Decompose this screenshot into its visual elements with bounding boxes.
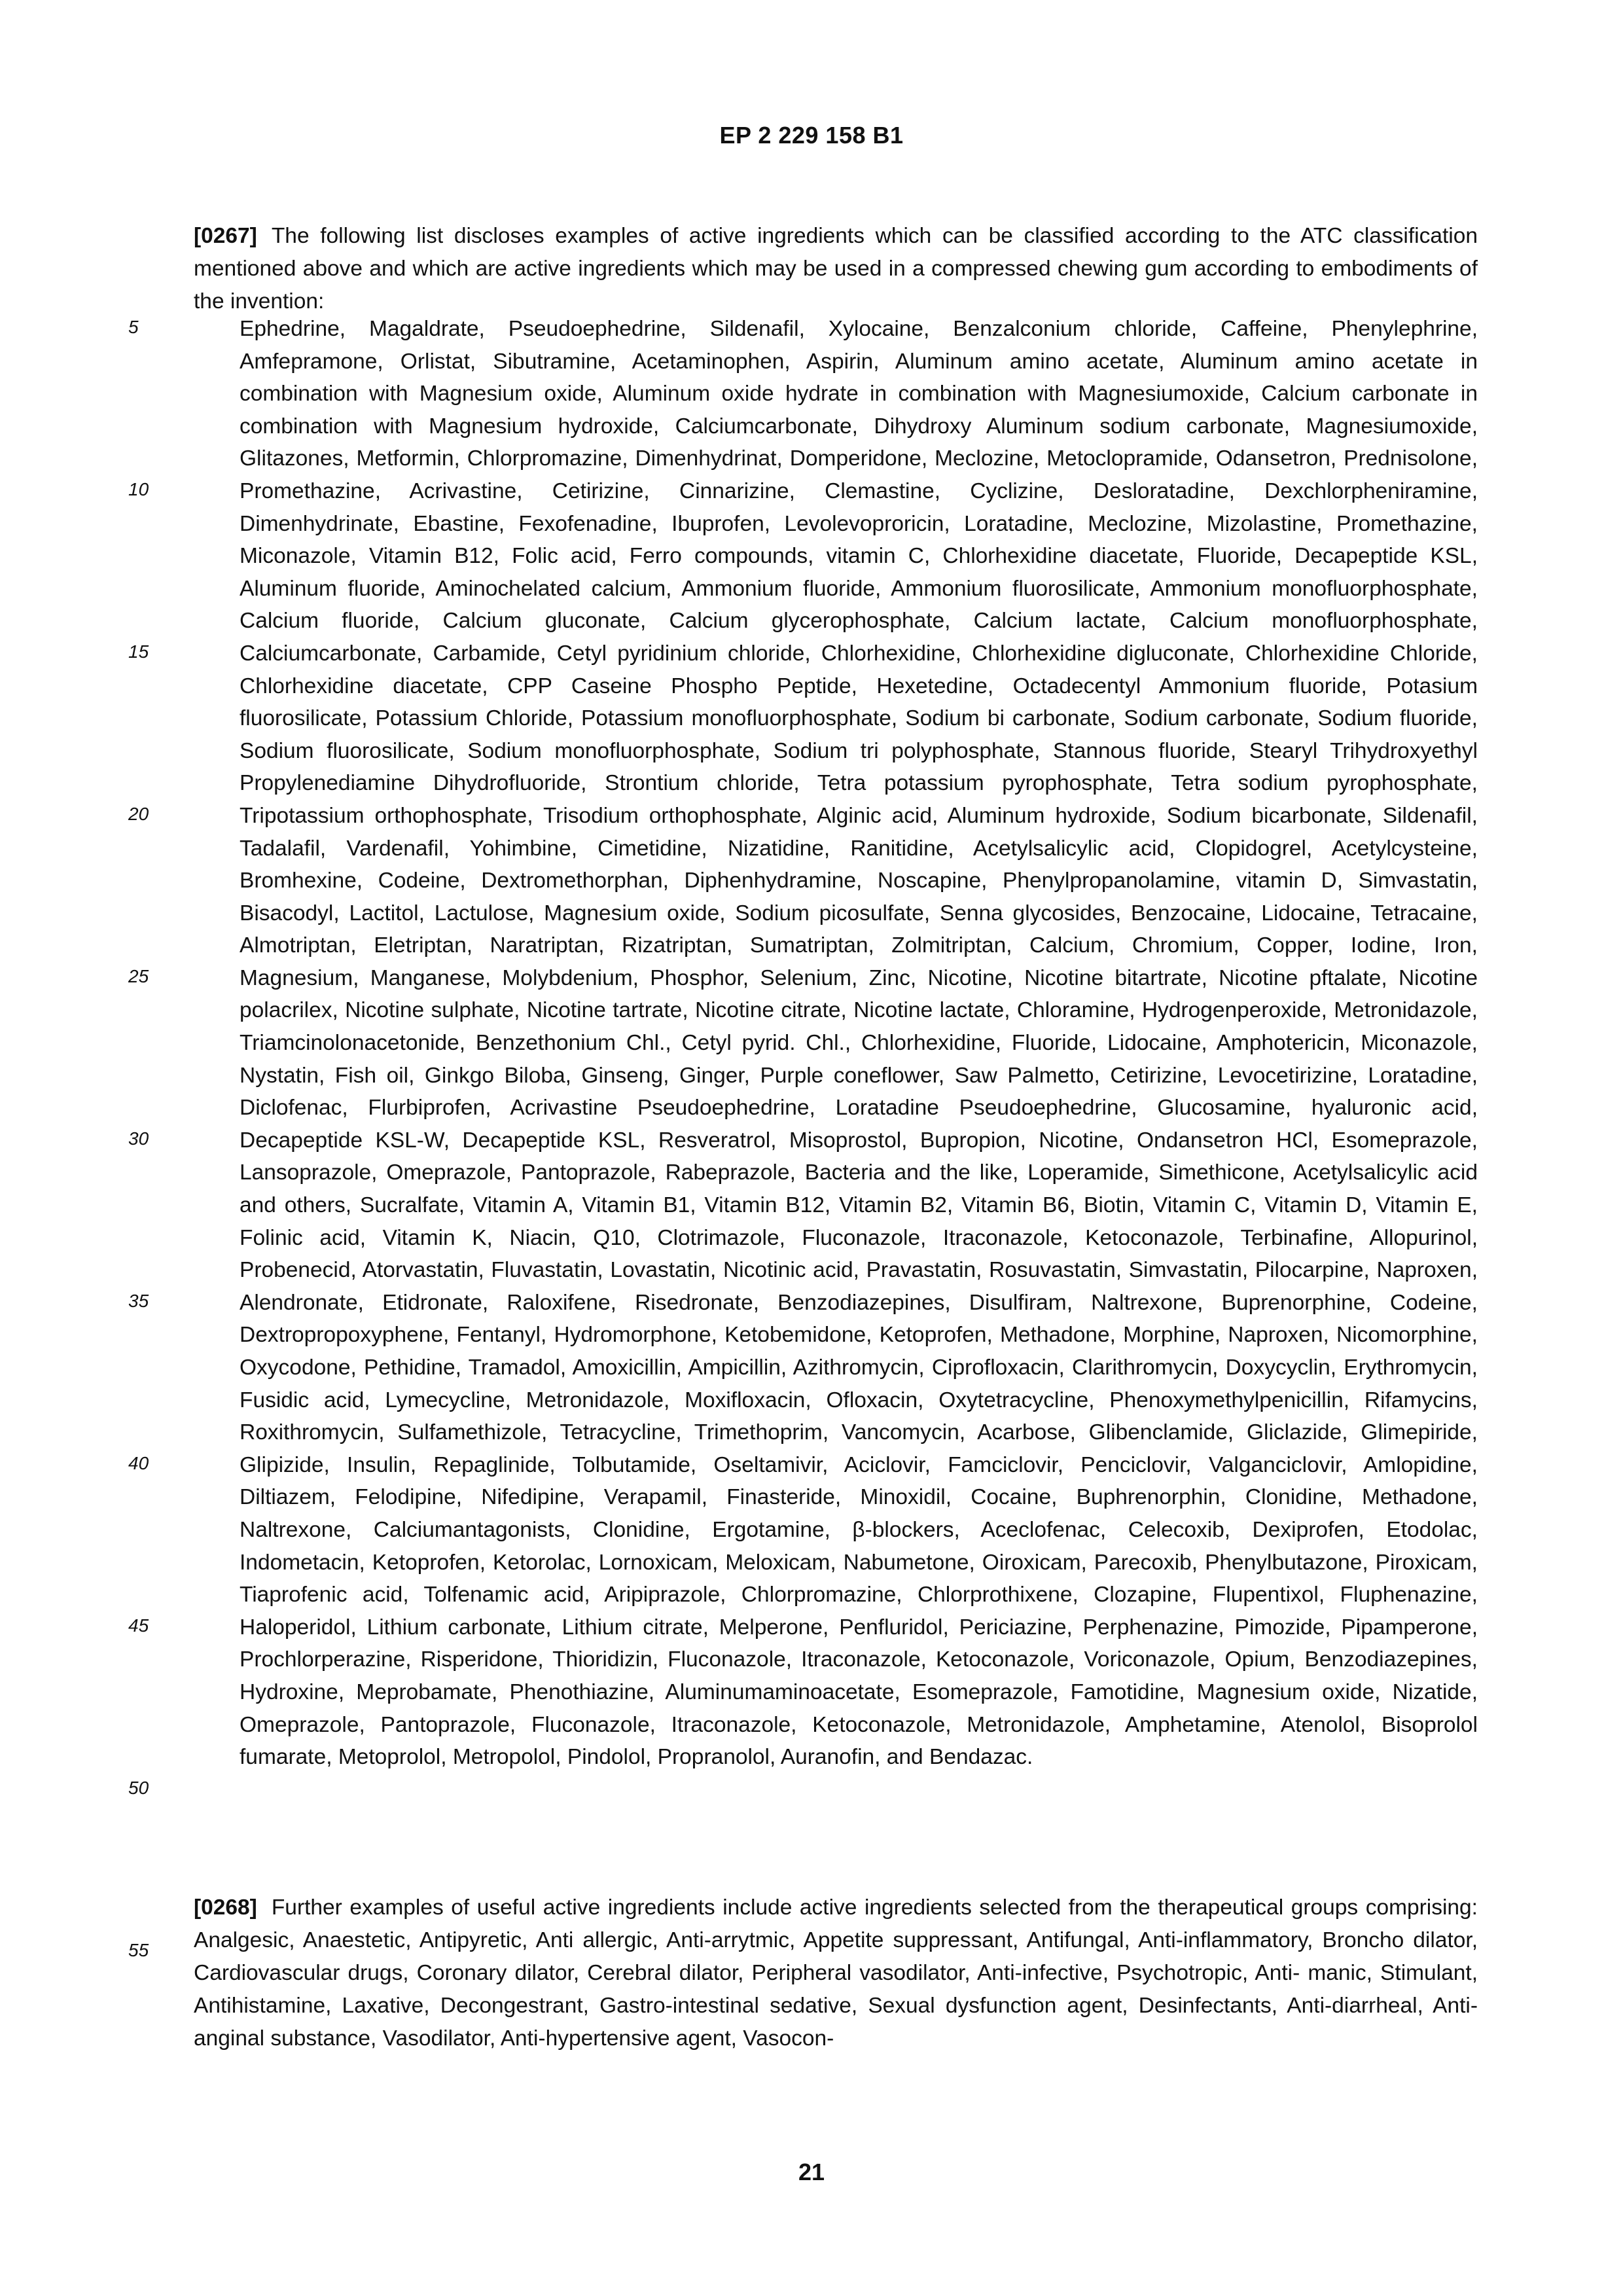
line-number: 5 [128, 317, 139, 337]
paragraph-0268 [194, 1892, 1478, 2055]
line-number: 15 [128, 641, 149, 662]
active-ingredients-list: Ephedrine, Magaldrate, Pseudoephedrine, Sildenafil, Xylocaine, Benzalconium chloride, Caffeine, Phenylephrine, Amfepramone, Orlistat, Sibutramine, Acetaminophen, Aspirin, Aluminum amino acetate, Aluminum amino acetate in combination with Magnesium oxide, Aluminum oxide hydrate in combination with Magnesiumoxide, Calcium carbonate in combination with Magnesium hydroxide, Calciumcarbonate, Dihydroxy Aluminum sodium carbonate, Magnesiumoxide, Glitazones, Metformin, Chlorpromazine, Dimenhydrinat, Domperidone, Meclozine, Metoclopramide, Odansetron, Prednisolone, Promethazine, Acrivastine, Cetirizine, Cinnarizine, Clemastine, Cyclizine, Desloratadine, Dexchlorpheniramine, Dimenhydrinate, Ebastine, Fexofenadine, Ibuprofen, Levolevoproricin, Loratadine, Meclozine, Mizolastine, Promethazine, Miconazole, Vitamin B12, Folic acid, Ferro compounds, vitamin C, Chlorhexidine diacetate, Fluoride, Decapeptide KSL, Aluminum fluoride, Aminochelated calcium, Ammonium fluoride, Ammonium fluorosilicate, Ammonium monofluorphosphate, Calcium fluoride, Calcium gluconate, Calcium glycerophosphate, Calcium lactate, Calcium monofluorphosphate, Calciumcarbonate, Carbamide, Cetyl pyridinium chloride, Chlorhexidine, Chlorhexidine digluconate, Chlorhexidine Chloride, Chlorhexidine diacetate, CPP Caseine Phospho Peptide, Hexetedine, Octadecentyl Ammonium fluoride, Potasium fluorosilicate, Potassium Chloride, Potassium monofluorphosphate, Sodium bi carbonate, Sodium carbonate, Sodium fluoride, Sodium fluorosilicate, Sodium monofluorphosphate, Sodium tri polyphosphate, Stannous fluoride, Stearyl Trihydroxyethyl Propylenediamine Dihydrofluoride, Strontium chloride, Tetra potassium pyrophosphate, Tetra sodium pyrophosphate, Tripotassium orthophosphate, Trisodium orthophosphate, Alginic acid, Aluminum hydroxide, Sodium bicarbonate, Sildenafil, Tadalafil, Vardenafil, Yohimbine, Cimetidine, Nizatidine, Ranitidine, Acetylsalicylic acid, Clopidogrel, Acetylcysteine, Bromhexine, Codeine, Dextromethorphan, Diphenhydramine, Noscapine, Phenylpropanolamine, vitamin D, Simvastatin, Bisacodyl, Lactitol, Lactulose, Magnesium oxide, Sodium picosulfate, Senna glycosides, Benzocaine, Lidocaine, Tetracaine, Almotriptan, Eletriptan, Naratriptan, Rizatriptan, Sumatriptan, Zolmitriptan, Calcium, Chromium, Copper, Iodine, Iron, Magnesium, Manganese, Molybdenium, Phosphor, Selenium, Zinc, Nicotine, Nicotine bitartrate, Nicotine pftalate, Nicotine polacrilex, Nicotine sulphate, Nicotine tartrate, Nicotine citrate, Nicotine lactate, Chloramine, Hydrogenperoxide, Metronidazole, Triamcinolonacetonide, Benzethonium Chl., Cetyl pyrid. Chl., Chlorhexidine, Fluoride, Lidocaine, Amphotericin, Miconazole, Nystatin, Fish oil, Ginkgo Biloba, Ginseng, Ginger, Purple coneflower, Saw Palmetto, Cetirizine, Levocetirizine, Loratadine, Diclofenac, Flurbiprofen, Acrivastine Pseudoephedrine, Loratadine Pseudoephedrine, Glucosamine, hyaluronic acid, Decapeptide KSL-W, Decapeptide KSL, Resveratrol, Misoprostol, Bupropion, Nicotine, Ondansetron HCl, Esomeprazole, Lansoprazole, Omeprazole, Pantoprazole, Rabeprazole, Bacteria and the like, Loperamide, Simethicone, Acetylsalicylic acid and others, Sucralfate, Vitamin A, Vitamin B1, Vitamin B12, Vitamin B2, Vitamin B6, Biotin, Vitamin C, Vitamin D, Vitamin E, Folinic acid, Vitamin K, Niacin, Q10, Clotrimazole, Fluconazole, Itraconazole, Ketoconazole, Terbinafine, Allopurinol, Probenecid, Atorvastatin, Fluvastatin, Lovastatin, Nicotinic acid, Pravastatin, Rosuvastatin, Simvastatin, Pilocarpine, Naproxen, Alendronate, Etidronate, Raloxifene, Risedronate, Benzodiazepines, Disulfiram, Naltrexone, Buprenorphine, Codeine, Dextropropoxyphene, Fentanyl, Hydromorphone, Ketobemidone, Ketoprofen, Methadone, Morphine, Naproxen, Nicomorphine, Oxycodone, Pethidine, Tramadol, Amoxicillin, Ampicillin, Azithromycin, Ciprofloxacin, Clarithromycin, Doxycyclin, Erythromycin, Fusidic acid, Lymecycline, Metronidazole, Moxifloxacin, Ofloxacin, Oxytetracycline, Phenoxymethylpenicillin, Rifamycins, Roxithromycin, Sulfamethizole, Tetracycline, Trimethoprim, Vancomycin, Acarbose, Glibenclamide, Gliclazide, Glimepiride, Glipizide, Insulin, Repaglinide, Tolbutamide, Oseltamivir, Aciclovir, Famciclovir, Penciclovir, Valganciclovir, Amlopidine, Diltiazem, Felodipine, Nifedipine, Verapamil, Finasteride, Minoxidil, Cocaine, Buphrenorphin, Clonidine, Methadone, Naltrexone, Calciumantagonists, Clonidine, Ergotamine, β-blockers, Aceclofenac, Celecoxib, Dexiprofen, Etodolac, Indometacin, Ketoprofen, Ketorolac, Lornoxicam, Meloxicam, Nabumetone, Oiroxicam, Parecoxib, Phenylbutazone, Piroxicam, Tiaprofenic acid, Tolfenamic acid, Aripiprazole, Chlorpromazine, Chlorprothixene, Clozapine, Flupentixol, Fluphenazine, Haloperidol, Lithium carbonate, Lithium citrate, Melperone, Penfluridol, Periciazine, Perphenazine, Pimozide, Pipamperone, Prochlorperazine, Risperidone, Thioridizin, Fluconazole, Itraconazole, Ketoconazole, Voriconazole, Opium, Benzodiazepines, Hydroxine, Meprobamate, Phenothiazine, Aluminumaminoacetate, Esomeprazole, Famotidine, Magnesium oxide, Nizatide, Omeprazole, Pantoprazole, Fluconazole, Itraconazole, Ketoconazole, Metronidazole, Amphetamine, Atenolol, Bisoprolol fumarate, Metoprolol, Metropolol, Pindolol, Propranolol, Auranofin, and Bendazac. [240, 317, 1478, 1770]
line-number: 40 [128, 1453, 149, 1473]
line-number: 45 [128, 1615, 149, 1636]
paragraph-0267 [194, 220, 1478, 318]
line-number: 35 [128, 1291, 149, 1311]
document-number-header: EP 2 229 158 B1 [719, 122, 904, 149]
paragraph-text: The following list discloses examples of active ingredients which can be classified according to the ATC classification mentioned above and which are active ingredients which may be used in a compressed chewing gum according to embodiments of the invention: [194, 224, 1478, 314]
paragraph-number: [0267] [194, 224, 257, 248]
line-number: 30 [128, 1128, 149, 1149]
line-number: 25 [128, 966, 149, 986]
line-number: 50 [128, 1778, 149, 1798]
line-number: 10 [128, 479, 149, 499]
paragraph-text: Further examples of useful active ingredients include active ingredients selected from the therapeutical groups comprising: Analgesic, Anaestetic, Antipyretic, Anti allergic, Anti-arrytmic, Appetite suppressant, Antifungal, Anti-inflammatory, Broncho dilator, Cardiovascular drugs, Coronary dilator, Cerebral dilator, Peripheral vasodilator, Anti-infective, Psychotropic, Anti- manic, Stimulant, Antihistamine, Laxative, Decongestrant, Gastro-intestinal sedative, Sexual dysfunction agent, Desinfectants, Anti-diarrheal, Anti-anginal substance, Vasodilator, Anti-hypertensive agent, Vasocon- [194, 1895, 1478, 2051]
paragraph-number: [0268] [194, 1895, 257, 1920]
line-number: 55 [128, 1940, 149, 1960]
line-number: 20 [128, 804, 149, 824]
page-number: 21 [798, 2159, 825, 2185]
